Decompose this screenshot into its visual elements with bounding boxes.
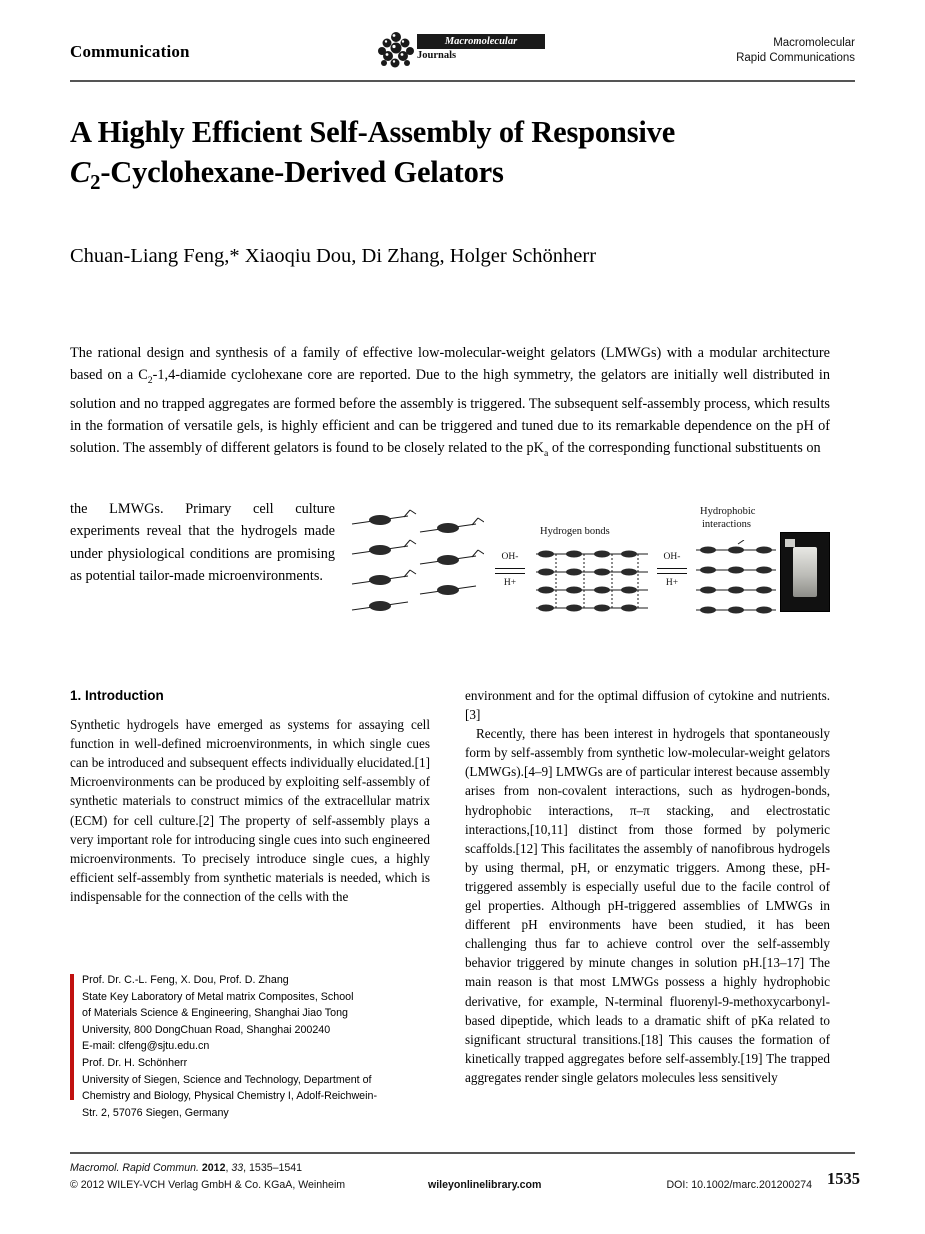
paragraph: environment and for the optimal diffusion of cytokine and nutrients.[3] — [465, 688, 830, 723]
arrow1-top-label: OH- — [501, 552, 519, 562]
graphical-abstract-figure — [348, 500, 830, 628]
page-footer — [70, 1160, 860, 1208]
citation-pages: , 1535–1541 — [243, 1162, 303, 1174]
hydrogen-bonds-label: Hydrogen bonds — [540, 526, 610, 537]
abstract-sub-2: 2 — [147, 375, 153, 387]
author-list: Chuan-Liang Feng,* Xiaoqiu Dou, Di Zhang, Holger Schönherr — [70, 245, 597, 267]
abstract-text — [70, 342, 830, 466]
abstract-italic-k: K — [533, 440, 544, 457]
abstract-text-narrow: the LMWGs. Primary cell culture experiments reveal that the hydrogels made under physiological conditions are promising as potential tailor-made microenvironments. — [70, 501, 335, 585]
footer-citation — [70, 1160, 345, 1194]
hydrophobic-label-line2: interactions — [702, 519, 751, 530]
section-heading-introduction: 1. Introduction — [70, 688, 164, 703]
journal-logo-banner: Macromolecular — [417, 34, 545, 49]
affiliation-line: Prof. Dr. C.-L. Feng, X. Dou, Prof. D. Zhang — [82, 974, 289, 986]
gel-vial-photo — [780, 532, 830, 612]
affiliation-line: Str. 2, 57076 Siegen, Germany — [82, 1106, 229, 1119]
abstract-part-3: of the corresponding functional substituents on — [548, 440, 821, 457]
photo-corner-highlight — [785, 539, 795, 547]
title-line-2-italic: C — [70, 155, 91, 189]
title-line-2-rest: -Cyclohexane-Derived Gelators — [100, 155, 504, 189]
citation-journal: Macromol. Rapid Commun. — [70, 1162, 199, 1174]
title-line-2-subscript: 2 — [90, 172, 101, 195]
copyright-line: © 2012 WILEY-VCH Verlag GmbH & Co. KGaA, Weinheim — [70, 1179, 346, 1191]
arrow2-bottom-label: H+ — [665, 578, 679, 588]
citation-line: Macromol. Rapid Commun. 2012, 33, 1535–1541 — [70, 1162, 303, 1174]
affiliation-email[interactable]: E-mail: clfeng@sjtu.edu.cn — [82, 1040, 210, 1053]
affiliation-line: Prof. Dr. H. Schönherr — [82, 1056, 188, 1069]
journal-logo-subtitle: Journals — [417, 50, 457, 61]
affiliation-line: Chemistry and Biology, Physical Chemistry I, Adolf-Reichwein- — [82, 1090, 378, 1103]
body-column-right — [465, 686, 830, 1087]
page-number: 1535 — [827, 1169, 860, 1188]
arrow-group-2 — [650, 552, 694, 588]
footer-website-link[interactable]: wileyonlinelibrary.com — [428, 1179, 542, 1191]
header-section-label: Communication — [70, 42, 190, 61]
arrow2-top-label: OH- — [663, 552, 681, 562]
abstract-sub-a: a — [543, 448, 549, 460]
equilibrium-arrows-2 — [655, 566, 689, 576]
affiliation-line: University of Siegen, Science and Technology, Department of — [82, 1073, 372, 1086]
abstract-part-1: The rational design and synthesis of a family of effective low-molecular-weight gelators (LMWGs) with a modular architecture based on a — [70, 345, 830, 384]
hydrogen-bond-network-schematic — [534, 546, 650, 620]
affiliation-line: University, 800 DongChuan Road, Shanghai 200240 — [82, 1023, 331, 1036]
paragraph: Recently, there has been interest in hydrogels that spontaneously form by self-assembly from synthetic low-molecular-weight gelators (LMWGs).[4–9] LMWGs are of particular interest because assembly arises from non-covalent interactions, such as hydrogen-bonds, hydrophobic interactions, π–π stacking, and electrostatic interactions,[10,11] distinct from those formed by polymeric scaffolds.[12] This facilitates the assembly of nanofibrous hydrogels by using thermal, pH, or enzymatic triggers. Among these, pH-triggered assembly is especially useful due to the facile control of gel properties. Although pH-triggered assemblies of LMWGs in different pH environments have been studied, it has been challenging thus far to achieve control over the self-assembly behavior triggered by minute changes in solution pH.[13–17] The main reason is that most LMWGs possess a highly hydrophobic derivative, for example, N-terminal fluorenyl-9-methoxycarbonyl-based dipeptide, which leads to a dramatic shift of pKa related to significant structural transitions.[18] This causes the formation of kinetically trapped aggregates before self-assembly.[19] The trapped aggregates render single gelators molecules less sensitively — [465, 726, 830, 1085]
page-header — [70, 30, 855, 78]
body-column-left — [70, 686, 430, 906]
hydrophobic-label-line1: Hydrophobic — [700, 506, 756, 517]
page-title — [70, 112, 860, 203]
vial-image — [793, 547, 817, 597]
header-divider — [70, 80, 855, 82]
arrow-group-1 — [488, 552, 532, 588]
affiliation-line: of Materials Science & Engineering, Shanghai Jiao Tong — [82, 1007, 348, 1020]
title-line-1: A Highly Efficient Self-Assembly of Responsive — [70, 115, 676, 149]
journal-name-line2: Rapid Communications — [736, 52, 855, 64]
abstract-italic-c: C — [138, 367, 148, 384]
journal-logo — [375, 30, 550, 78]
molecule-cluster-icon — [375, 30, 417, 70]
footer-doi[interactable]: DOI: 10.1002/marc.201200274 — [666, 1179, 812, 1191]
paragraph: Synthetic hydrogels have emerged as systems for assaying cell function in well-defined microenvironments, in which single cues can be introduced and subsequent effects individually elucidated.[1] Microenvironments can be produced by exploiting self-assembly of synthetic materials to construct mimics of the extracellular matrix (ECM) for cell culture.[2] The property of self-assembly plays a very important role for introducing single cues into such engineered microenvironments. To precisely introduce single cues, a highly efficient self-assembly from synthetic materials is needed, which is indispensable for the connection of the cells with the — [70, 717, 430, 904]
journal-name-line1: Macromolecular — [773, 37, 855, 49]
citation-volume: 33 — [231, 1162, 244, 1174]
dispersed-gelators-schematic — [348, 506, 484, 624]
equilibrium-arrows-1 — [493, 566, 527, 576]
hydrophobic-assembly-schematic — [694, 540, 778, 620]
affiliation-line: State Key Laboratory of Metal matrix Composites, School — [82, 990, 354, 1003]
affiliation-block — [70, 972, 442, 1121]
arrow1-bottom-label: H+ — [503, 578, 517, 588]
citation-year: 2012 — [201, 1162, 226, 1174]
abstract-part-2: -1,4-diamide cyclohexane core are reported. Due to the high symmetry, the gelators are initially well distributed in solution and no trapped aggregates are formed before the assembly is triggered. The subsequent self-assembly process, which results in the formation of versatile gels, is highly efficient and can be triggered and tuned due to its remarkable dependence on the pH of solution. The assembly of different gelators is found to be closely related to the p — [70, 367, 830, 457]
journal-name — [736, 36, 855, 66]
footer-divider — [70, 1152, 855, 1154]
